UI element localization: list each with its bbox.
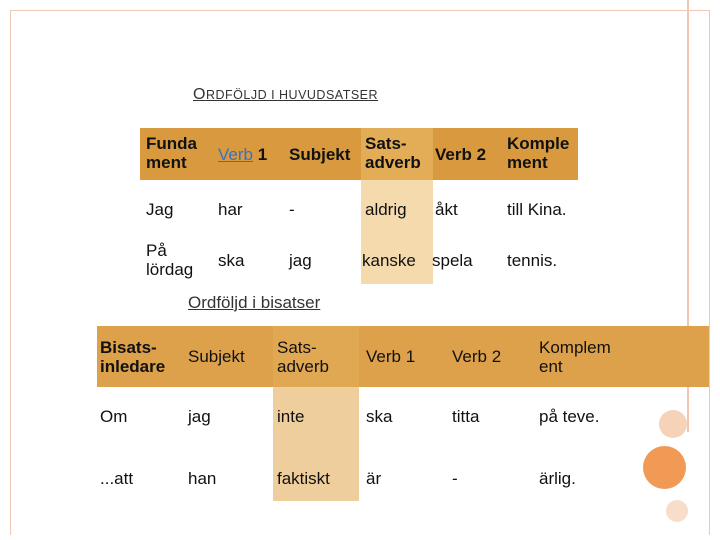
- t1-header-verb1-link[interactable]: Verb: [218, 145, 253, 164]
- t2-r2-c5: -: [452, 469, 458, 488]
- t2-header-verb2: Verb 2: [452, 347, 502, 366]
- t2-r2-c3: faktiskt: [277, 469, 330, 488]
- t1-header-subjekt: Subjekt: [289, 145, 351, 164]
- t1-r2-c5: spela: [432, 251, 473, 270]
- decorative-circle-small: [659, 410, 687, 438]
- t1-header-verb2: Verb 2: [435, 145, 487, 164]
- t2-r1-c6: på teve.: [539, 407, 600, 426]
- t1-r2-c3: jag: [289, 251, 312, 270]
- t1-header-verb1: [218, 145, 267, 164]
- title-rest: RDFÖLJD I HUVUDSATSER: [205, 88, 379, 102]
- slide-title: [193, 86, 378, 104]
- t2-r1-c2: jag: [188, 407, 211, 426]
- t1-header-verb1-num: 1: [252, 145, 268, 164]
- t2-r2-c6: ärlig.: [539, 469, 576, 488]
- t2-r2-c2: han: [188, 469, 217, 488]
- section-subtitle: Ordföljd i bisatser: [188, 293, 321, 312]
- title-first-letter: O: [193, 86, 206, 103]
- t1-r2-c1: På lördag: [146, 241, 194, 279]
- decorative-circle-large: [643, 446, 686, 489]
- t2-header-bisatsinledare: Bisats- inledare: [100, 338, 166, 376]
- t2-r1-c5: titta: [452, 407, 480, 426]
- t2-header-subjekt: Subjekt: [188, 347, 245, 366]
- t1-r1-c4: aldrig: [365, 200, 407, 219]
- decorative-circle-tiny: [666, 500, 688, 522]
- t2-header-satsadverb: Sats- adverb: [277, 338, 329, 376]
- t1-header-fundament: Funda ment: [146, 134, 197, 172]
- t2-header-verb1: Verb 1: [366, 347, 416, 366]
- t1-r1-c2: har: [218, 200, 243, 219]
- t1-r2-c4: kanske: [362, 251, 416, 270]
- t1-r1-c5: åkt: [435, 200, 458, 219]
- t1-r1-c3: -: [289, 200, 295, 219]
- t1-r1-c6: till Kina.: [507, 200, 567, 219]
- t1-r1-c1: Jag: [146, 200, 174, 219]
- t2-r2-c1: ...att: [100, 469, 134, 488]
- t2-header-komplement: Komplem ent: [539, 338, 611, 376]
- t2-r1-c3: inte: [277, 407, 305, 426]
- t1-header-satsadverb: Sats- adverb: [365, 134, 421, 172]
- t1-header-komplement: Komple ment: [507, 134, 570, 172]
- t1-r2-c6: tennis.: [507, 251, 558, 270]
- t2-r2-c4: är: [366, 469, 382, 488]
- t2-r1-c1: Om: [100, 407, 128, 426]
- t2-r1-c4: ska: [366, 407, 393, 426]
- t1-r2-c2: ska: [218, 251, 245, 270]
